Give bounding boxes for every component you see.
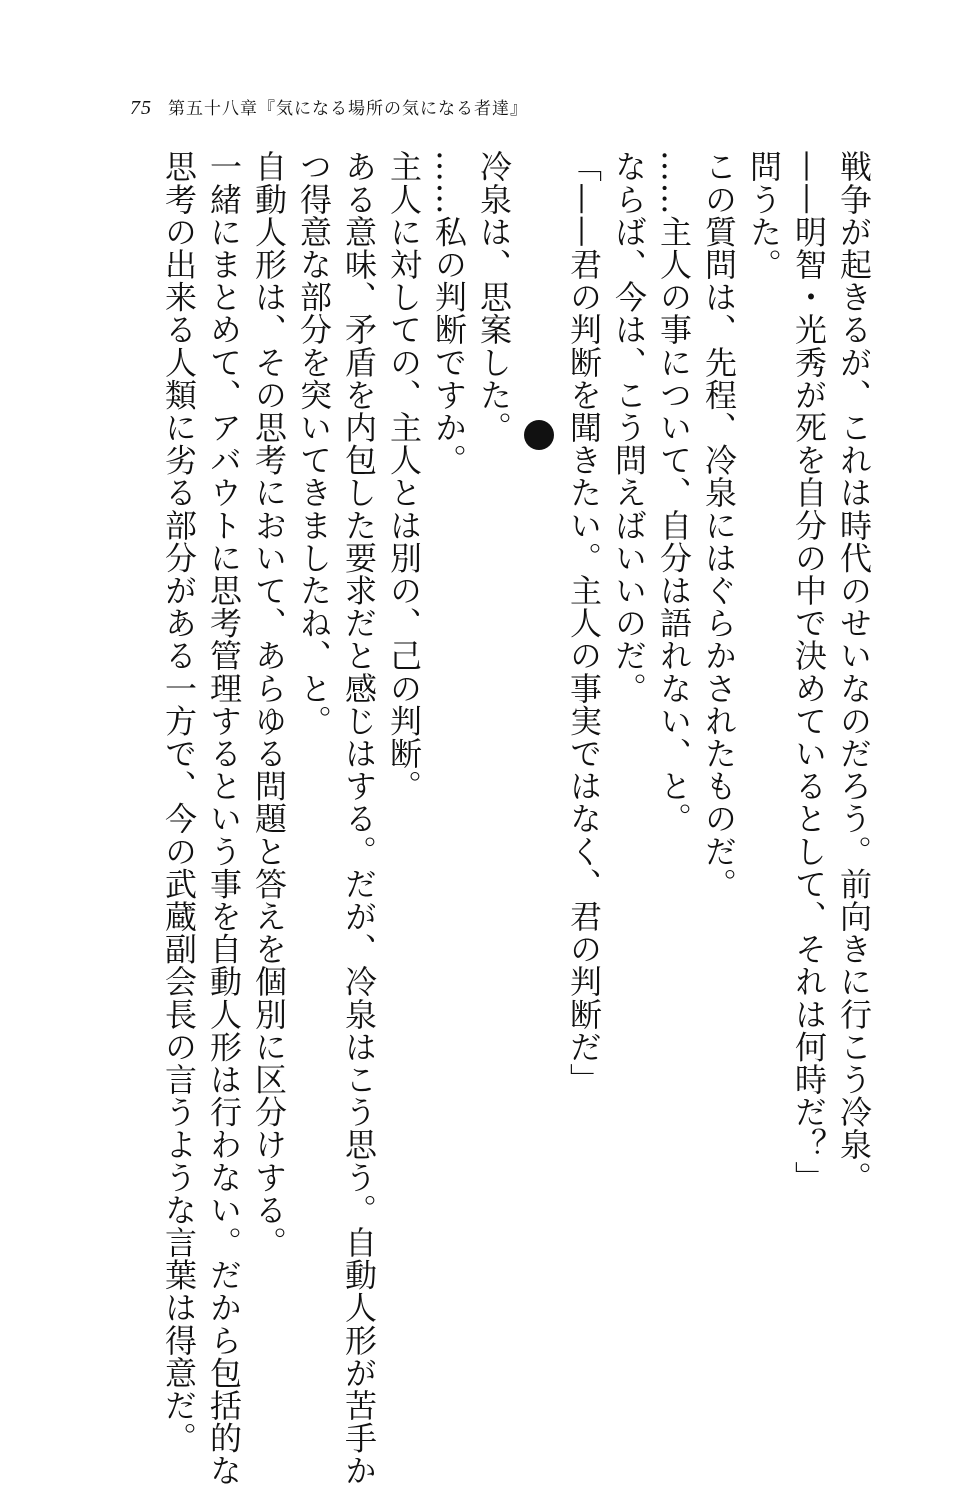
text-line: 思考の出来る人類に劣る部分がある一方で、今の武蔵副会長の言うような言葉は得意だ。 <box>160 150 198 1454</box>
scene-break <box>516 150 561 1250</box>
text-line: 一緒にまとめて、アバウトに思考管理するという事を自動人形は行わない。だから包括的な <box>205 150 243 1487</box>
text-line: ——明智・光秀が死を自分の中で決めているとして、それは何時だ？」 <box>790 150 828 1194</box>
text-line: つ得意な部分を突いてきましたね、と。 <box>295 150 333 737</box>
text-line: 自動人形は、その思考において、あらゆる問題と答えを個別に区分けする。 <box>250 150 288 1259</box>
text-line: 問うた。 <box>745 150 783 281</box>
page-number: 75 <box>130 97 152 119</box>
text-line: ……主人の事について、自分は語れない、と。 <box>655 150 693 835</box>
running-header <box>130 94 528 120</box>
text-line: ……私の判断ですか。 <box>430 150 468 476</box>
text-line: 主人に対しての、主人とは別の、己の判断。 <box>385 150 423 802</box>
scene-break-dot-icon <box>524 420 554 450</box>
text-line: 冷泉は、思案した。 <box>475 150 513 444</box>
text-line: ならば、今は、こう問えばいいのだ。 <box>610 150 648 705</box>
text-line: 戦争が起きるが、これは時代のせいなのだろう。前向きに行こう冷泉。 <box>835 150 873 1194</box>
text-line: ある意味、矛盾を内包した要求だと感じはする。だが、冷泉はこう思う。自動人形が苦手か <box>340 150 378 1487</box>
text-line: この質問は、先程、冷泉にはぐらかされたものだ。 <box>700 150 738 900</box>
text-line: 「——君の判断を聞きたい。主人の事実ではなく、君の判断だ」 <box>565 150 603 1096</box>
vertical-text-body <box>116 150 876 1487</box>
chapter-title: 第五十八章『気になる場所の気になる者達』 <box>168 99 528 119</box>
